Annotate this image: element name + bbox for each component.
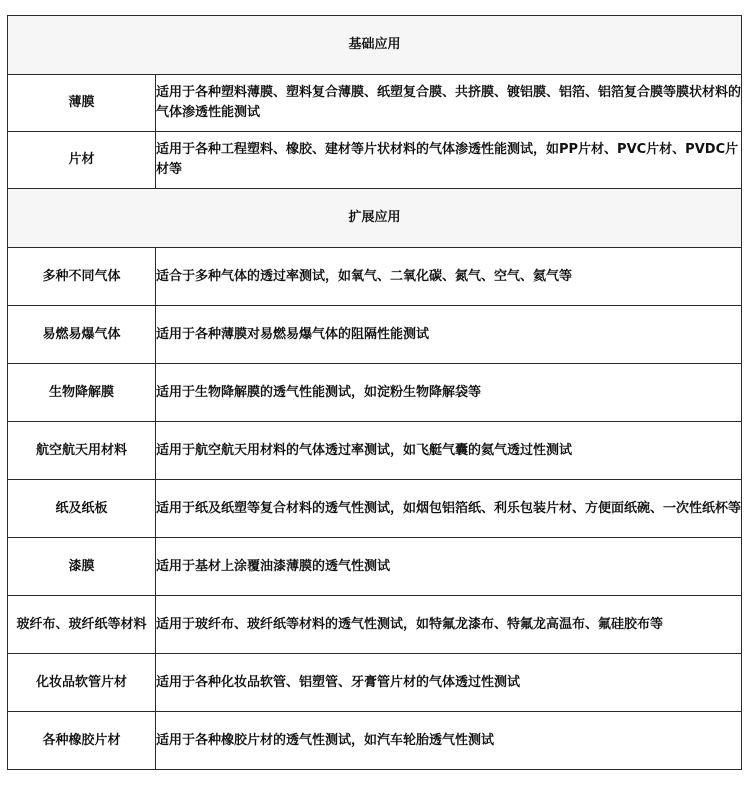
row-description: 适用于航空航天用材料的气体透过率测试，如飞艇气囊的氦气透过性测试 bbox=[156, 422, 742, 480]
row-description: 适用于玻纤布、玻纤纸等材料的透气性测试，如特氟龙漆布、特氟龙高温布、氟硅胶布等 bbox=[156, 596, 742, 654]
table-row bbox=[8, 596, 742, 654]
row-description: 适用于基材上涂覆油漆薄膜的透气性测试 bbox=[156, 538, 742, 596]
row-description: 适用于各种工程塑料、橡胶、建材等片状材料的气体渗透性能测试，如PP片材、PVC片材、PVDC片材等 bbox=[156, 132, 742, 189]
table-row bbox=[8, 132, 742, 189]
table-row bbox=[8, 248, 742, 306]
row-name: 片材 bbox=[8, 132, 156, 189]
row-name: 航空航天用材料 bbox=[8, 422, 156, 480]
row-name: 各种橡胶片材 bbox=[8, 712, 156, 770]
row-name: 薄膜 bbox=[8, 75, 156, 132]
table-row bbox=[8, 364, 742, 422]
section-header-basic bbox=[8, 16, 742, 75]
row-name: 易燃易爆气体 bbox=[8, 306, 156, 364]
row-description: 适用于生物降解膜的透气性能测试，如淀粉生物降解袋等 bbox=[156, 364, 742, 422]
table-row bbox=[8, 422, 742, 480]
table-row bbox=[8, 480, 742, 538]
table-row bbox=[8, 306, 742, 364]
row-description: 适用于各种橡胶片材的透气性测试，如汽车轮胎透气性测试 bbox=[156, 712, 742, 770]
row-name: 生物降解膜 bbox=[8, 364, 156, 422]
section-header-extended bbox=[8, 189, 742, 248]
section-title: 扩展应用 bbox=[8, 189, 742, 248]
table-row bbox=[8, 654, 742, 712]
row-name: 多种不同气体 bbox=[8, 248, 156, 306]
row-description: 适用于各种薄膜对易燃易爆气体的阻隔性能测试 bbox=[156, 306, 742, 364]
section-title: 基础应用 bbox=[8, 16, 742, 75]
row-name: 纸及纸板 bbox=[8, 480, 156, 538]
table-row bbox=[8, 538, 742, 596]
row-description: 适合于多种气体的透过率测试，如氧气、二氧化碳、氮气、空气、氦气等 bbox=[156, 248, 742, 306]
application-table bbox=[7, 15, 742, 770]
table-row bbox=[8, 712, 742, 770]
row-name: 化妆品软管片材 bbox=[8, 654, 156, 712]
row-description: 适用于纸及纸塑等复合材料的透气性测试，如烟包铝箔纸、利乐包装片材、方便面纸碗、一次性纸杯等 bbox=[156, 480, 742, 538]
row-name: 玻纤布、玻纤纸等材料 bbox=[8, 596, 156, 654]
row-description: 适用于各种塑料薄膜、塑料复合薄膜、纸塑复合膜、共挤膜、镀铝膜、铝箔、铝箔复合膜等膜状材料的气体渗透性能测试 bbox=[156, 75, 742, 132]
row-description: 适用于各种化妆品软管、铝塑管、牙膏管片材的气体透过性测试 bbox=[156, 654, 742, 712]
row-name: 漆膜 bbox=[8, 538, 156, 596]
table-row bbox=[8, 75, 742, 132]
